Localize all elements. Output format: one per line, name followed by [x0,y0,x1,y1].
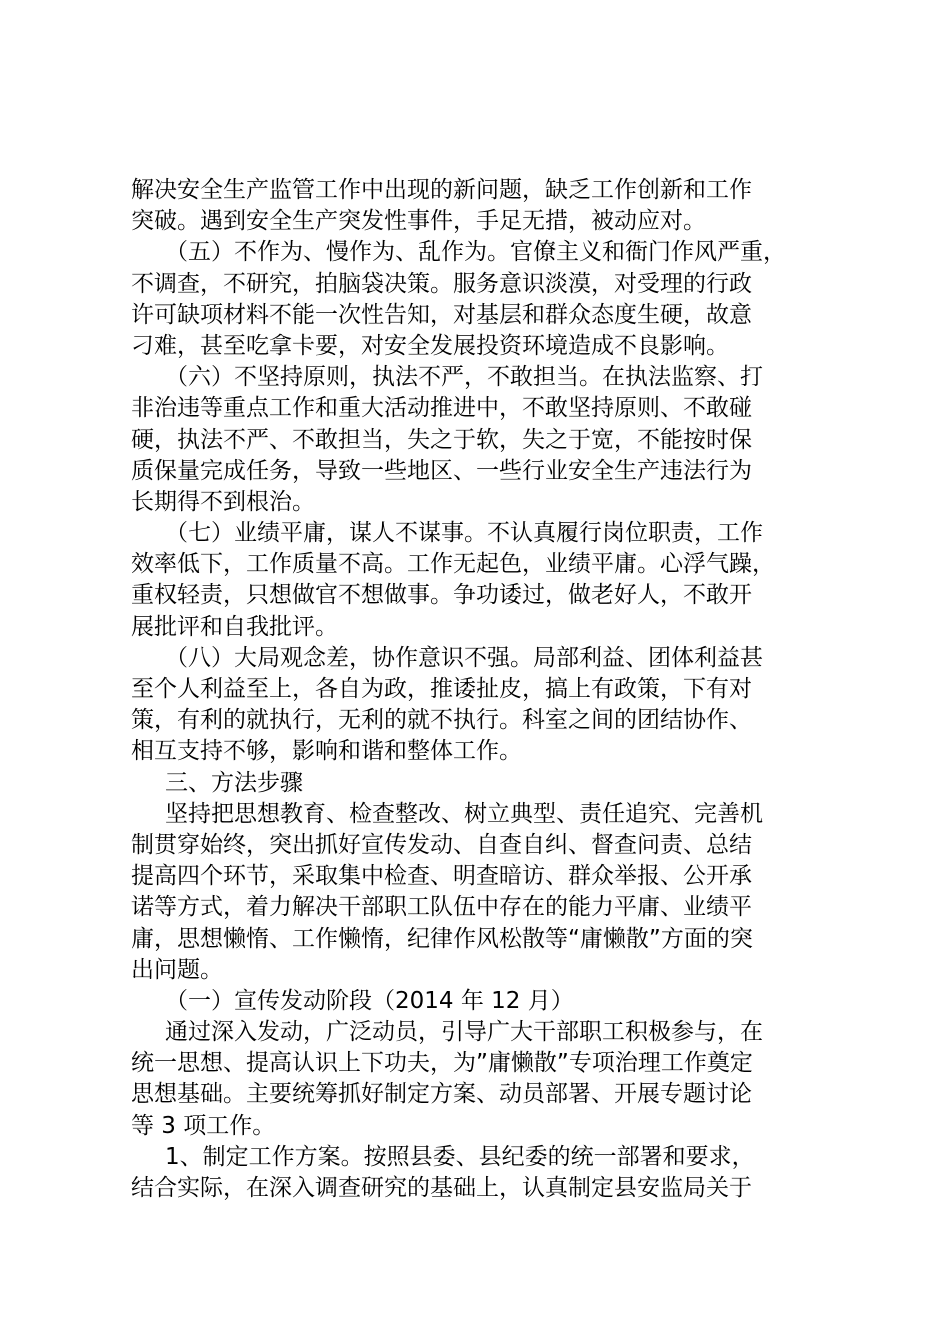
text-line: 思想基础。主要统筹抓好制定方案、动员部署、开展专题讨论 [131,1081,752,1108]
text-line: 通过深入发动，广泛动员，引导广大干部职工积极参与，在 [165,1019,763,1046]
text-line: 不调查，不研究，拍脑袋决策。服务意识淡漠，对受理的行政 [131,270,752,297]
text-line: 突破。遇到安全生产突发性事件，手足无措，被动应对。 [131,208,706,235]
text-line: 制贯穿始终，突出抓好宣传发动、自查自纠、督查问责、总结 [131,831,752,858]
text-line: 长期得不到根治。 [131,488,315,515]
text-line: （六）不坚持原则，执法不严，不敢担当。在执法监察、打 [165,364,763,391]
text-line: 重权轻责，只想做官不想做事。争功诿过，做老好人，不敢开 [131,582,752,609]
text-line: 诺等方式，着力解决干部职工队伍中存在的能力平庸、业绩平 [131,894,752,921]
text-line: 展批评和自我批评。 [131,613,338,640]
text-line: 相互支持不够，影响和谐和整体工作。 [131,738,522,765]
text-line: 统一思想、提高认识上下功夫，为”庸懒散”专项治理工作奠定 [131,1050,753,1077]
text-line: 策，有利的就执行，无利的就不执行。科室之间的团结协作、 [131,707,752,734]
text-line: （一）宣传发动阶段（2014 年 12 月） [165,987,574,1014]
text-line: 出问题。 [131,956,223,983]
text-line: 效率低下，工作质量不高。工作无起色，业绩平庸。心浮气躁， [131,551,775,578]
text-line: 1、制定工作方案。按照县委、县纪委的统一部署和要求， [165,1143,755,1170]
text-line: （五）不作为、慢作为、乱作为。官僚主义和衙门作风严重， [165,239,786,266]
text-line: 刁难，甚至吃拿卡要，对安全发展投资环境造成不良影响。 [131,332,729,359]
text-line: 坚持把思想教育、检查整改、树立典型、责任追究、完善机 [165,800,763,827]
text-line: （八）大局观念差，协作意识不强。局部利益、团体利益甚 [165,644,763,671]
text-line: 庸，思想懒惰、工作懒惰，纪律作风松散等“庸懒散”方面的突 [131,925,753,952]
text-line: 硬，执法不严、不敢担当，失之于软，失之于宽，不能按时保 [131,426,752,453]
text-line: 质保量完成任务，导致一些地区、一些行业安全生产违法行为 [131,457,752,484]
document-body [131,175,843,1204]
text-line: （七）业绩平庸，谋人不谋事。不认真履行岗位职责，工作 [165,520,763,547]
text-line: 解决安全生产监管工作中出现的新问题，缺乏工作创新和工作 [131,177,752,203]
text-line: 至个人利益至上，各自为政，推诿扯皮，搞上有政策，下有对 [131,676,752,702]
text-line: 非治违等重点工作和重大活动推进中，不敢坚持原则、不敢碰 [131,395,752,422]
text-line: 提高四个环节，采取集中检查、明查暗访、群众举报、公开承 [131,863,752,890]
text-line: 三、方法步骤 [165,769,303,796]
text-line: 许可缺项材料不能一次性告知，对基层和群众态度生硬，故意 [131,301,752,328]
text-line: 结合实际，在深入调查研究的基础上，认真制定县安监局关于 [131,1175,752,1201]
text-line: 等 3 项工作。 [131,1112,276,1139]
